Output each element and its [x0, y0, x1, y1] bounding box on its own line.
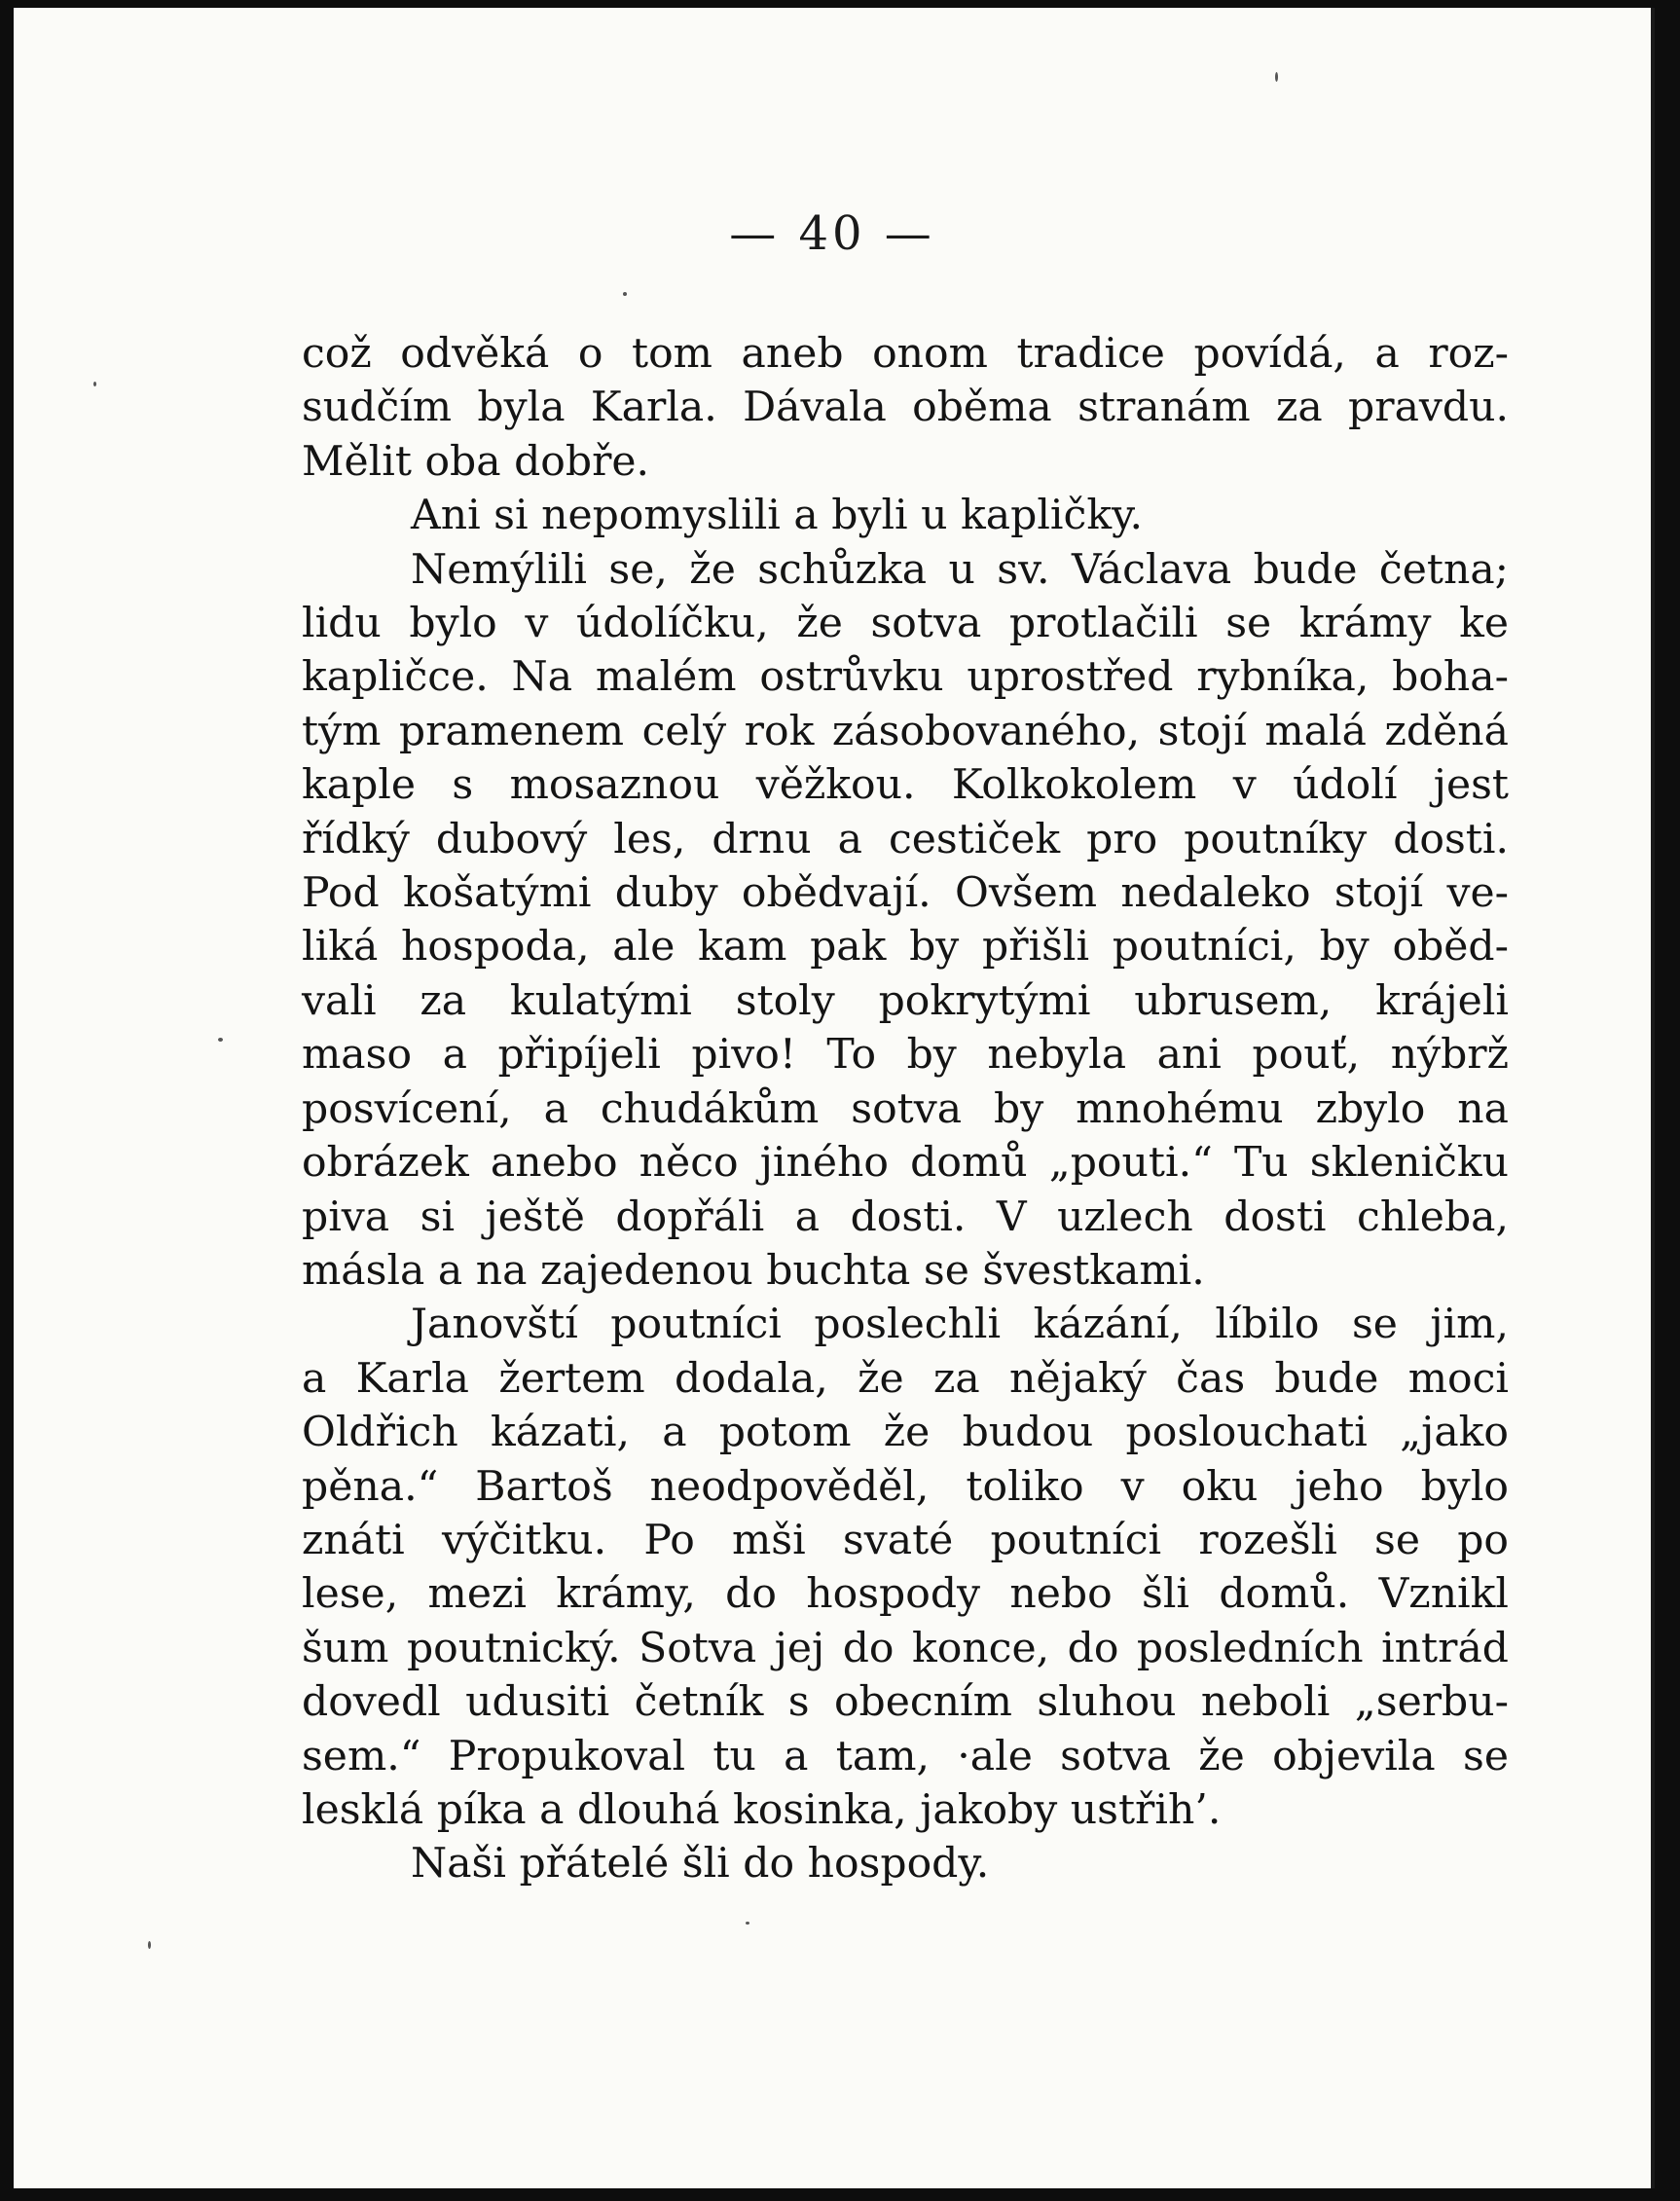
text-line: Mělit oba dobře. [302, 437, 650, 486]
scan-speck [623, 292, 627, 296]
text-line: posvícení, a chudákům sotva by mnohému zbylo na [302, 1084, 1509, 1133]
text-line: vali za kulatými stoly pokrytými ubrusem, krájeli [302, 976, 1509, 1025]
scan-speck [148, 1941, 151, 1949]
text-line: lese, mezi krámy, do hospody nebo šli domů. Vznikl [302, 1570, 1509, 1619]
text-line: sudčím byla Karla. Dávala oběma stranám za pravdu. [302, 384, 1509, 432]
text-line: pěna.“ Bartoš neodpověděl, toliko v oku jeho bylo [302, 1462, 1509, 1511]
text-line: Naši přátelé šli do hospody. [411, 1840, 990, 1889]
text-line: a Karla žertem dodala, že za nějaký čas bude moci [302, 1354, 1509, 1403]
text-line: maso a připíjeli pivo! To by nebyla ani pouť, nýbrž [302, 1031, 1509, 1080]
text-line: lesklá píka a dlouhá kosinka, jakoby ustřih’. [302, 1785, 1222, 1834]
text-line: másla a na zajedenou buchta se švestkami. [302, 1246, 1205, 1295]
scan-speck [1275, 72, 1278, 82]
text-line: kapličce. Na malém ostrůvku uprostřed rybníka, boha- [302, 653, 1509, 702]
text-line: znáti výčitku. Po mši svaté poutníci rozešli se po [302, 1516, 1509, 1564]
page-number: — 40 — [729, 206, 935, 261]
text-line: piva si ještě dopřáli a dosti. V uzlech dosti chleba, [302, 1192, 1509, 1241]
text-line: liká hospoda, ale kam pak by přišli poutníci, by oběd- [302, 923, 1509, 972]
text-line: řídký dubový les, drnu a cestiček pro poutníky dosti. [302, 815, 1509, 863]
scan-speck [218, 1038, 223, 1042]
text-line: šum poutnický. Sotva jej do konce, do posledních intrád [302, 1624, 1509, 1672]
scan-speck [93, 382, 96, 386]
text-line: obrázek anebo něco jiného domů „pouti.“ Tu skleničku [302, 1139, 1509, 1188]
text-line: Janovští poutníci poslechli kázání, líbilo se jim, [411, 1301, 1509, 1349]
text-line: což odvěká o tom aneb onom tradice povídá, a roz- [302, 330, 1509, 378]
text-line: lidu bylo v údolíčku, že sotva protlačili se krámy ke [302, 600, 1509, 648]
text-line: Oldřich kázati, a potom že budou poslouchati „jako [302, 1409, 1509, 1457]
text-line: Pod košatými duby obědvají. Ovšem nedaleko stojí ve- [302, 869, 1509, 918]
text-line: kaple s mosaznou věžkou. Kolkokolem v údolí jest [302, 761, 1509, 810]
book-page [14, 8, 1655, 2188]
text-line: Nemýlili se, že schůzka u sv. Václava bude četna; [411, 545, 1509, 594]
text-line: sem.“ Propukoval tu a tam, ·ale sotva že objevila se [302, 1732, 1509, 1780]
scan-speck [746, 1922, 749, 1925]
text-line: tým pramenem celý rok zásobovaného, stojí malá zděná [302, 707, 1509, 755]
text-line: dovedl udusiti četník s obecním sluhou neboli „serbu- [302, 1678, 1509, 1727]
text-line: Ani si nepomyslili a byli u kapličky. [411, 492, 1143, 540]
body-text [302, 327, 1509, 1891]
